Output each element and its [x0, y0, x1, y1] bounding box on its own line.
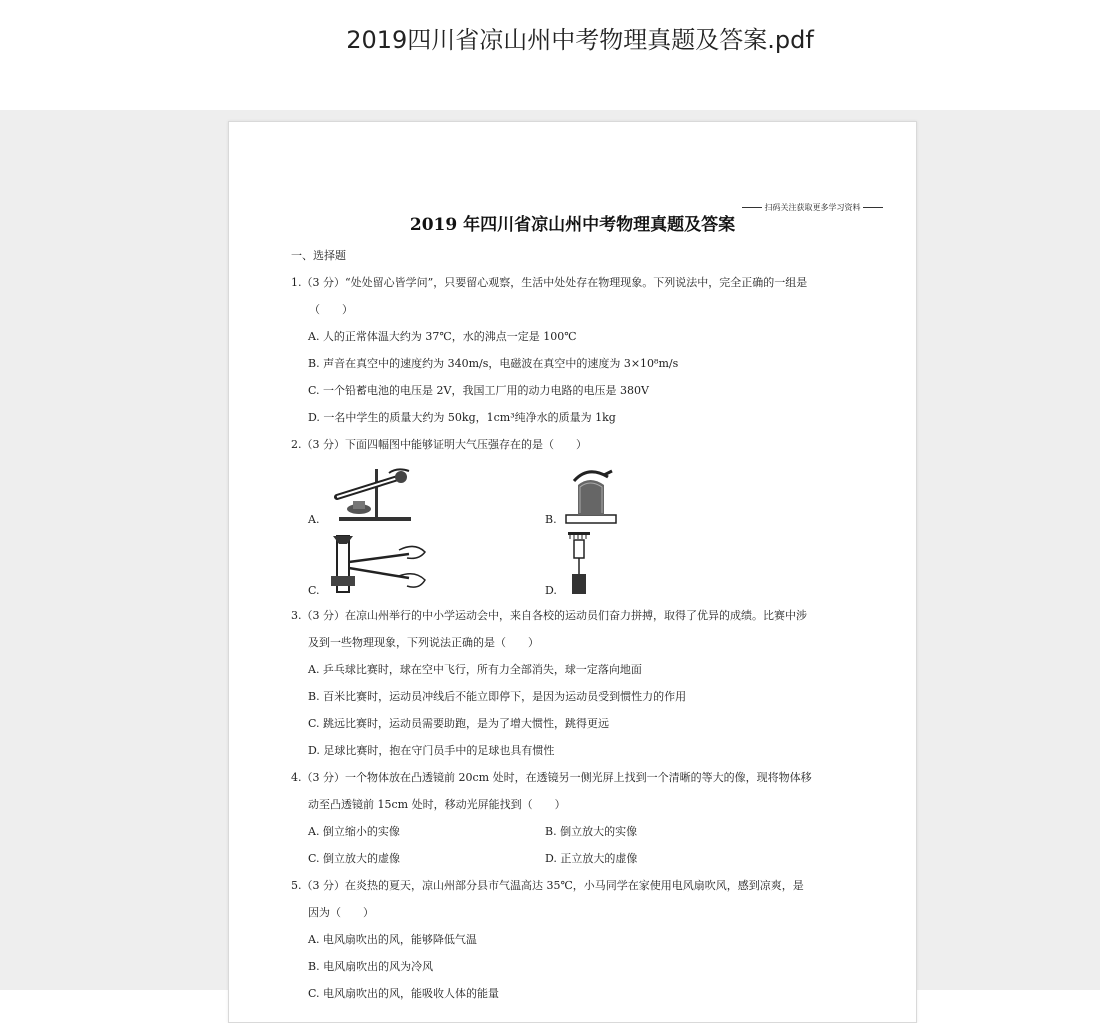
q5-stem-line1: 5.（3 分）在炎热的夏天，凉山州部分县市气温高达 35℃，小马同学在家使用电风扇吹风，感到凉爽，是: [291, 879, 804, 892]
section-heading: 一、选择题: [291, 249, 346, 262]
pdf-page: [228, 121, 917, 1023]
banner-rule-left: [742, 207, 762, 208]
q1-option-d: D. 一名中学生的质量大约为 50kg，1cm³纯净水的质量为 1kg: [308, 411, 616, 424]
q1-option-b: B. 声音在真空中的速度约为 340m/s，电磁波在真空中的速度为 3×10⁸m/s: [308, 357, 679, 370]
q2-option-c-label: C.: [308, 584, 320, 597]
q1-stem: 1.（3 分）“处处留心皆学问”，只要留心观察，生活中处处存在物理现象。下列说法中，完全正确的一组是: [291, 276, 808, 289]
q5-option-c: C. 电风扇吹出的风，能吸收人体的能量: [308, 987, 500, 1000]
q5-option-a: A. 电风扇吹出的风，能够降低气温: [308, 933, 477, 946]
q3-option-d: D. 足球比赛时，抱在守门员手中的足球也具有惯性: [308, 744, 555, 757]
q3-stem-line2: 及到一些物理现象，下列说法正确的是（ ）: [308, 636, 539, 649]
banner-text: 扫码关注获取更多学习资料: [764, 203, 861, 212]
q1-option-a: A. 人的正常体温大约为 37℃，水的沸点一定是 100℃: [308, 330, 577, 343]
q4-option-d: D. 正立放大的虚像: [545, 852, 638, 865]
apparatus-d-image: [564, 530, 594, 598]
apparatus-b-image: [564, 467, 619, 525]
q4-option-c: C. 倒立放大的虚像: [308, 852, 401, 865]
apparatus-a-image: [329, 465, 419, 525]
file-title: 2019四川省凉山州中考物理真题及答案.pdf: [346, 26, 814, 54]
q2-option-a-label: A.: [308, 513, 320, 526]
q4-option-b: B. 倒立放大的实像: [545, 825, 638, 838]
banner-rule-right: [863, 207, 883, 208]
q5-option-b: B. 电风扇吹出的风为冷风: [308, 960, 434, 973]
q3-stem-line1: 3.（3 分）在凉山州举行的中小学运动会中，来自各校的运动员们奋力拼搏，取得了优异的成绩。比赛中涉: [291, 609, 807, 622]
q2-option-b-label: B.: [545, 513, 557, 526]
q3-option-c: C. 跳远比赛时，运动员需要助跑，是为了增大惯性，跳得更远: [308, 717, 610, 730]
q3-option-a: A. 乒乓球比赛时，球在空中飞行，所有力全部消失，球一定落向地面: [308, 663, 642, 676]
q5-stem-line2: 因为（ ）: [308, 906, 374, 919]
q2-option-d-label: D.: [545, 584, 557, 597]
q1-blank: （ ）: [309, 303, 353, 316]
q4-stem-line2: 动至凸透镜前 15cm 处时，移动光屏能找到（ ）: [308, 798, 566, 811]
q3-option-b: B. 百米比赛时，运动员冲线后不能立即停下，是因为运动员受到惯性力的作用: [308, 690, 687, 703]
title-bar: [0, 0, 1100, 110]
document-title: 2019 年四川省凉山州中考物理真题及答案: [409, 215, 736, 235]
q2-stem: 2.（3 分）下面四幅图中能够证明大气压强存在的是（ ）: [291, 438, 587, 451]
q4-stem-line1: 4.（3 分）一个物体放在凸透镜前 20cm 处时，在透镜另一侧光屏上找到一个清晰的等大的像，现将物体移: [291, 771, 812, 784]
q4-option-a: A. 倒立缩小的实像: [308, 825, 400, 838]
apparatus-c-image: [329, 532, 429, 598]
q1-option-c: C. 一个铅蓄电池的电压是 2V，我国工厂用的动力电路的电压是 380V: [308, 384, 649, 397]
